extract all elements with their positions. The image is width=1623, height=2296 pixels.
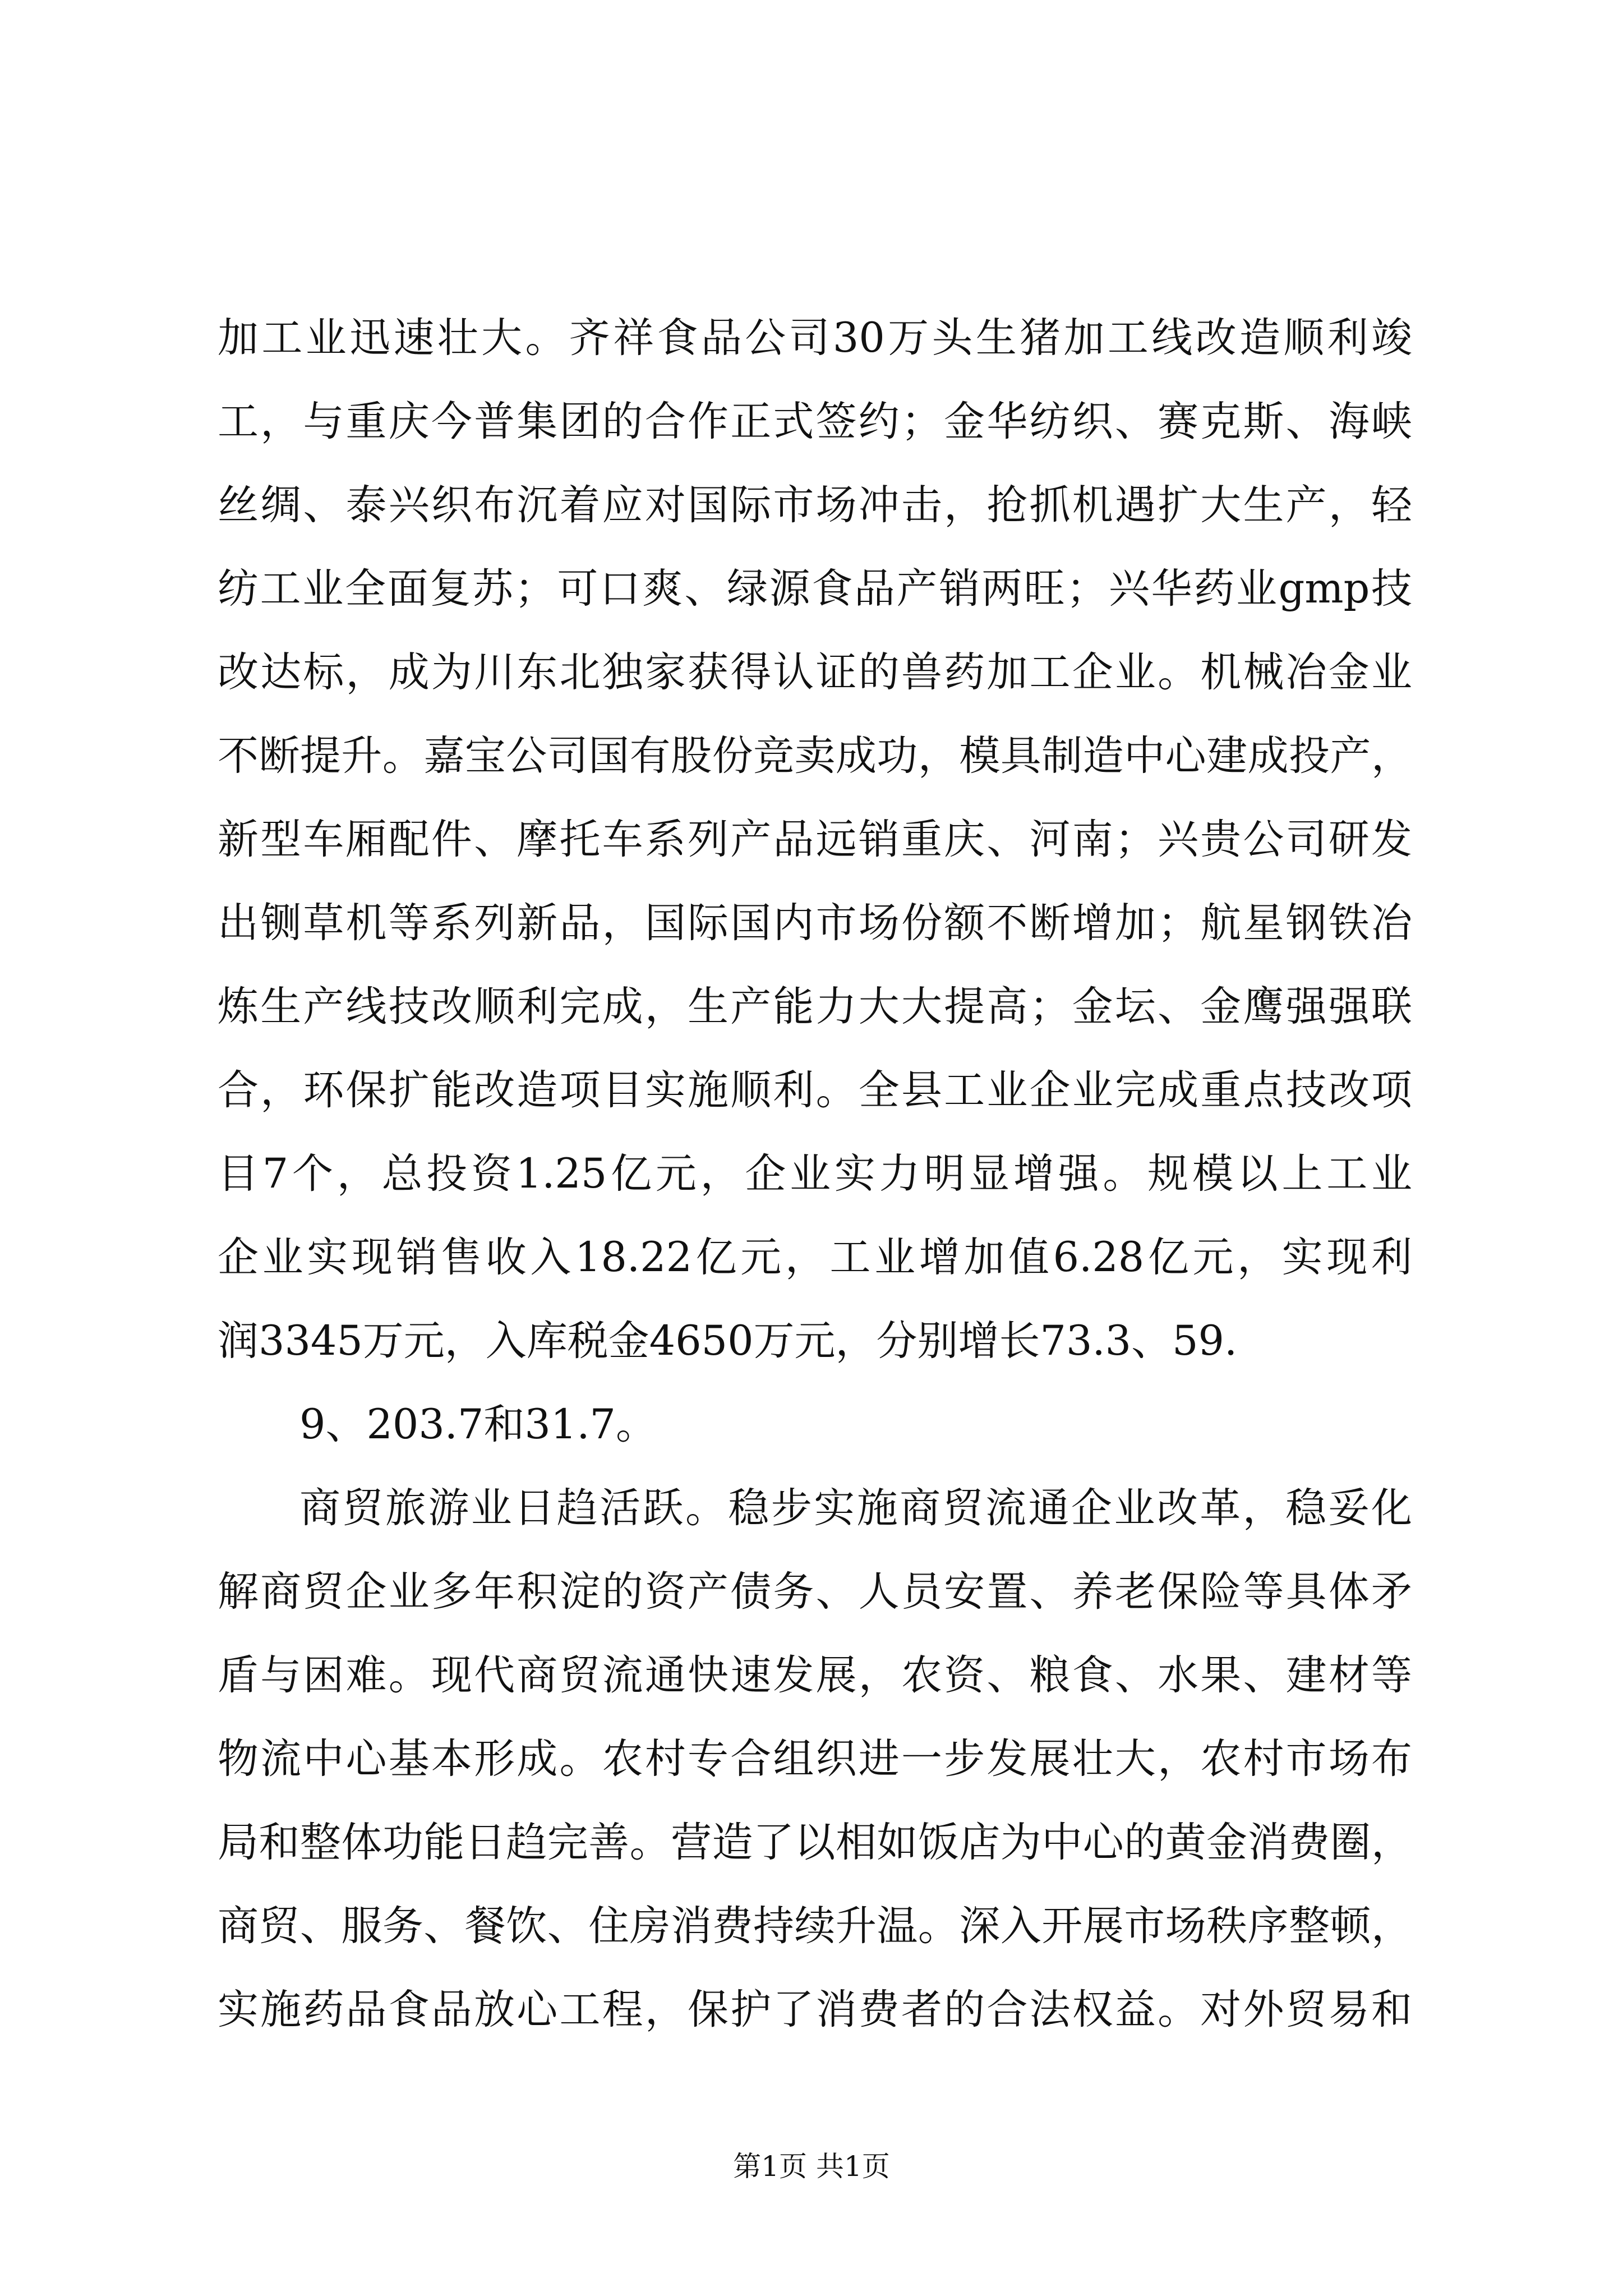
paragraph-3 [218, 1466, 1412, 2051]
paragraph-1 [218, 296, 1412, 1383]
page-number-label: 第1页 共1页 [733, 2150, 890, 2183]
text-line: 改达标，成为川东北独家获得认证的兽药加工企业。机械冶金业 [218, 648, 1412, 696]
text-line: 局和整体功能日趋完善。营造了以相如饭店为中心的黄金消费圈， [218, 1819, 1412, 1866]
text-line: 商贸、服务、餐饮、住房消费持续升温。深入开展市场秩序整顿， [218, 1902, 1412, 1950]
text-line: 商贸旅游业日趋活跃。稳步实施商贸流通企业改革，稳妥化 [299, 1484, 1412, 1532]
text-line: 实施药品食品放心工程，保护了消费者的合法权益。对外贸易和 [218, 1986, 1412, 2033]
text-line: 盾与困难。现代商贸流通快速发展，农资、粮食、水果、建材等 [218, 1651, 1412, 1699]
text-line: 9、203.7和31.7。 [299, 1401, 657, 1448]
text-line: 润3345万元，入库税金4650万元，分别增长73.3、59. [218, 1317, 1238, 1365]
text-line: 合，环保扩能改造项目实施顺利。全县工业企业完成重点技改项 [218, 1066, 1412, 1114]
text-line: 不断提升。嘉宝公司国有股份竞卖成功，模具制造中心建成投产， [218, 732, 1412, 780]
text-line: 丝绸、泰兴织布沉着应对国际市场冲击，抢抓机遇扩大生产，轻 [218, 481, 1412, 529]
text-line: 纺工业全面复苏；可口爽、绿源食品产销两旺；兴华药业gmp技 [218, 565, 1412, 613]
text-line: 物流中心基本形成。农村专合组织进一步发展壮大，农村市场布 [218, 1735, 1412, 1783]
text-line: 出铡草机等系列新品，国际国内市场份额不断增加；航星钢铁冶 [218, 899, 1412, 947]
text-line: 炼生产线技改顺利完成，生产能力大大提高；金坛、金鹰强强联 [218, 983, 1412, 1030]
document-body [218, 296, 1412, 2051]
text-line: 企业实现销售收入18.22亿元，工业增加值6.28亿元，实现利 [218, 1234, 1412, 1281]
page-footer [0, 2150, 1623, 2183]
text-line: 解商贸企业多年积淀的资产债务、人员安置、养老保险等具体矛 [218, 1568, 1412, 1616]
text-line: 新型车厢配件、摩托车系列产品远销重庆、河南；兴贵公司研发 [218, 816, 1412, 863]
text-line: 加工业迅速壮大。齐祥食品公司30万头生猪加工线改造顺利竣 [218, 314, 1412, 362]
paragraph-2 [218, 1383, 1412, 1466]
text-line: 工，与重庆今普集团的合作正式签约；金华纺织、赛克斯、海峡 [218, 398, 1412, 445]
text-line: 目7个，总投资1.25亿元，企业实力明显增强。规模以上工业 [218, 1150, 1412, 1198]
